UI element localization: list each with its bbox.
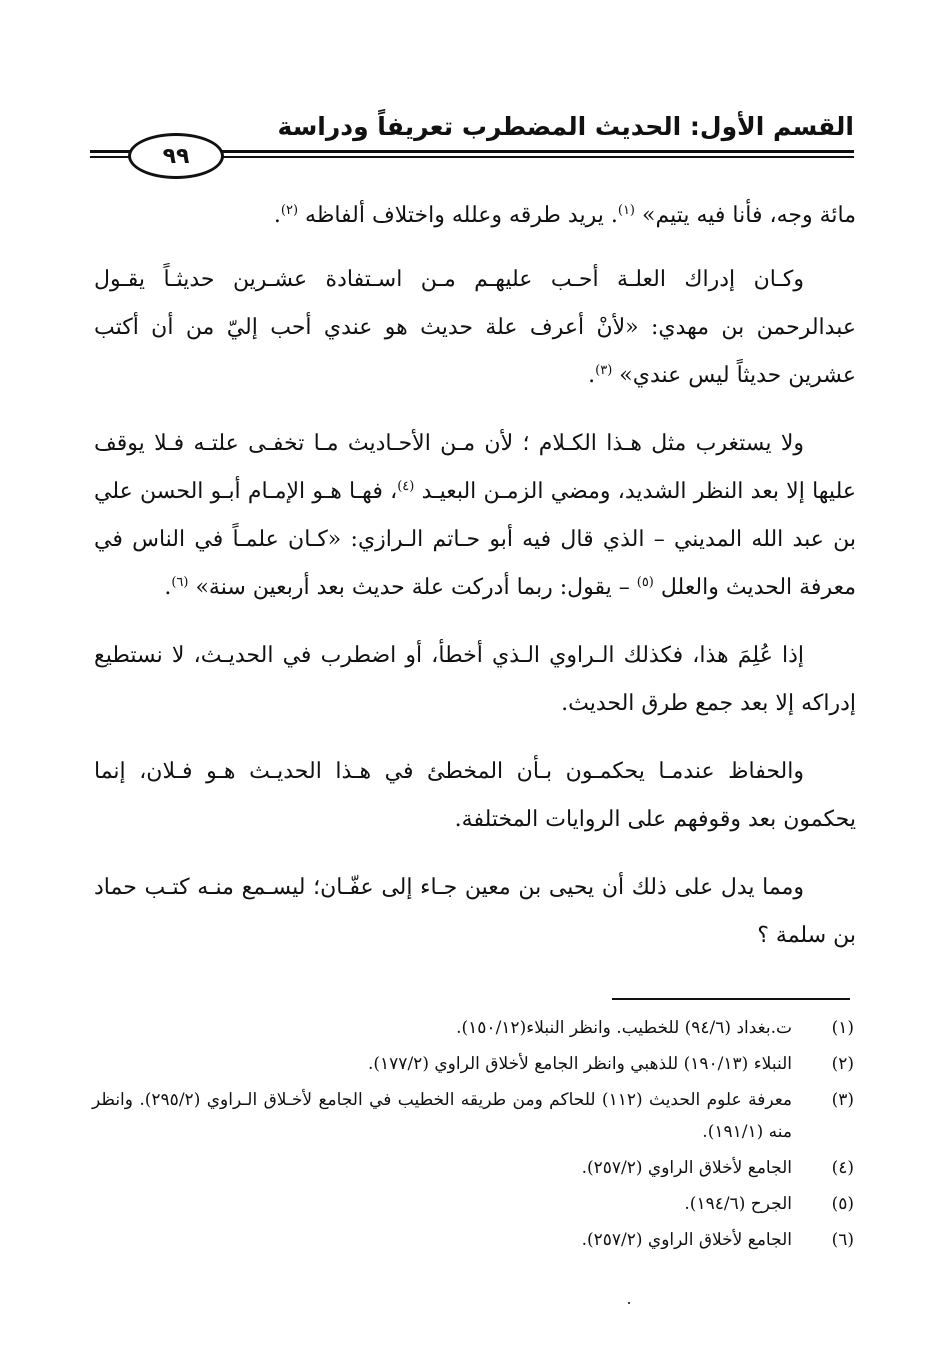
footnote: (٤) الجامع لأخلاق الراوي (٢٥٧/٢). — [581, 1158, 854, 1178]
footnote-ref: (٣) — [595, 363, 613, 378]
footnote-ref: (٤) — [397, 479, 415, 494]
paragraph: إذا عُلِمَ هذا، فكذلك الـراوي الـذي أخطأ، أو اضطرب في الحديـث، لا نستطيع إدراكه إلا بعد جمع طرق الحديث. — [94, 643, 856, 716]
footnote-ref: (٦) — [171, 575, 189, 590]
header-rule-left-top — [90, 150, 130, 153]
page-number: ٩٩ — [162, 143, 190, 169]
running-title: القسم الأول: الحديث المضطرب تعريفاً ودراسة — [277, 112, 854, 141]
paragraph: والحفاظ عندمـا يحكمـون بـأن المخطئ في هـذا الحديـث هـو فـلان، إنما يحكمون بعد وقوفهم على الروايات المختلفة. — [94, 759, 856, 832]
header-rule-left-bottom — [90, 156, 130, 158]
paragraph: مائة وجه، فأنا فيه يتيم» $^{(١)}$. يريد طرقه وعلله واختلاف ألفاظه $^{(٢)}$. — [273, 203, 856, 228]
page-number-oval — [128, 133, 224, 179]
footnote-ref: (٥) — [636, 575, 654, 590]
paragraph: ومما يدل على ذلك أن يحيى بن معين جـاء إلى عفّـان؛ ليسـمع منـه كتـب حماد بن سلمة ؟ — [94, 875, 856, 948]
footnote: (٣) معرفة علوم الحديث (١١٢) للحاكم ومن طريقه الخطيب في الجامع لأخـلاق الـراوي (٢٩٥/٢). وانظر منه (١٩١/١). — [92, 1090, 854, 1142]
main-text — [94, 192, 856, 980]
footnote: (٦) الجامع لأخلاق الراوي (٢٥٧/٢). — [581, 1230, 854, 1250]
footnote-ref: (٢) — [280, 203, 299, 218]
footnote-ref: (١) — [617, 203, 635, 218]
footnote: (٥) الجرح (١٩٤/٦). — [684, 1194, 854, 1214]
scan-speck — [628, 1302, 630, 1304]
paragraph: ولا يستغرب مثل هـذا الكـلام ؛ لأن مـن الأحـاديث مـا تخفـى علتـه فـلا يوقف عليها إلا بعد النظر الشديد، ومضي الزمـن البعيـد $^{(٤)}$، فهـا هـو الإمـام أبـو الحسن علي بن عبد الله المديني – الذي قال فيه أبو حـاتم الـرازي: «كـان علمـاً في الناس في معرفة الحديث والعلل $^{(٥)}$ – يقول: ربما أدركت علة حديث بعد أربعين سنة» $^{(٦)}$. — [94, 431, 856, 600]
footnote: (١) ت.بغداد (٩٤/٦) للخطيب. وانظر النبلاء(١٥٠/١٢). — [456, 1018, 854, 1038]
header-rule-top — [222, 150, 854, 153]
footnote: (٢) النبلاء (١٩٠/١٣) للذهبي وانظر الجامع لأخلاق الراوي (١٧٧/٢). — [368, 1054, 854, 1074]
paragraph: وكـان إدراك العلـة أحـب عليهـم مـن اسـتفادة عشـرين حديثـاً يقـول عبدالرحمن بن مهدي: «لأنْ أعرف علة حديث هو عندي أحب إليّ من أن أكتب عشرين حديثاً ليس عندي» $^{(٣)}$. — [94, 267, 856, 388]
footnotes — [92, 1012, 854, 1260]
header-rule-bottom — [222, 156, 854, 158]
footnote-separator — [612, 998, 850, 1000]
